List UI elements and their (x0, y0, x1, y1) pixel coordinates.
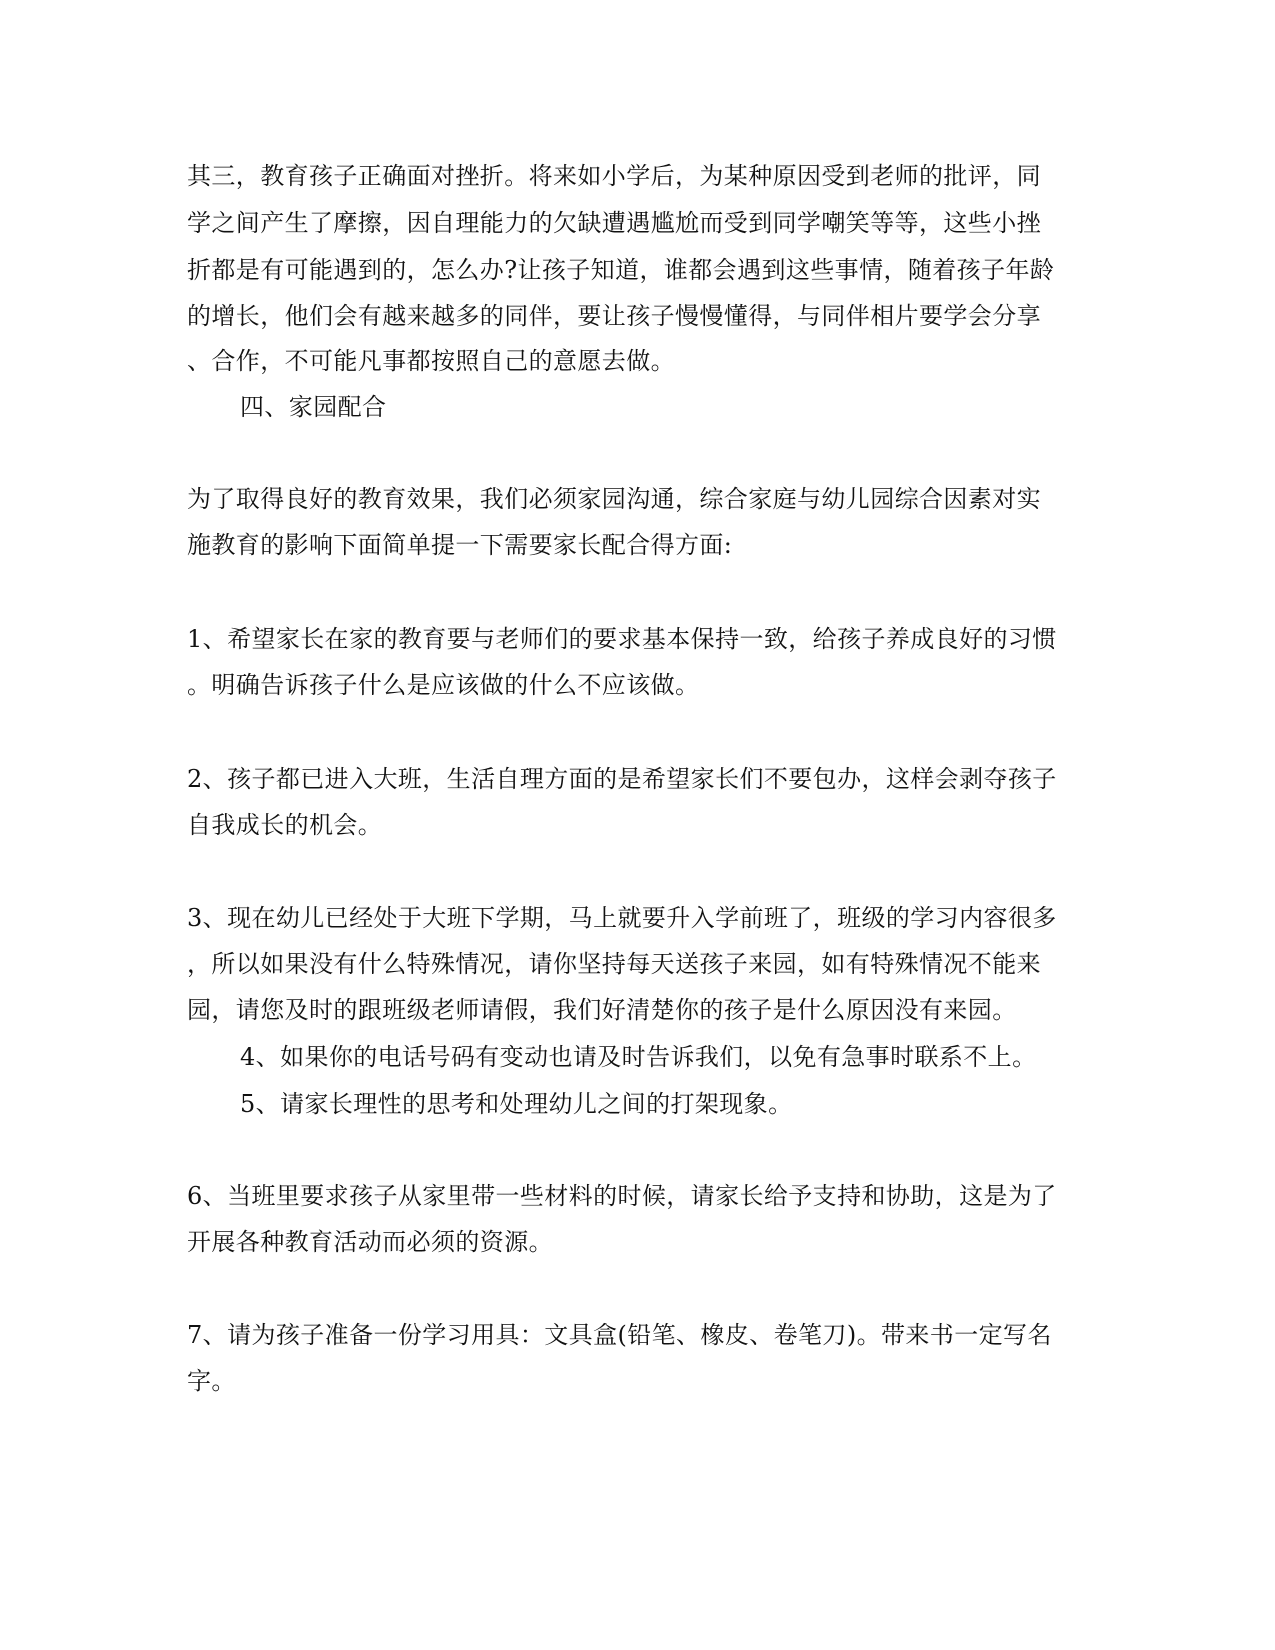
list-item-line: 园，请您及时的跟班级老师请假，我们好清楚你的孩子是什么原因没有来园。 (187, 996, 1017, 1024)
list-item-line: 6、当班里要求孩子从家里带一些材料的时候，请家长给予支持和协助，这是为了 (187, 1182, 1057, 1210)
paragraph-line: 施教育的影响下面简单提一下需要家长配合得方面: (187, 531, 733, 559)
list-item-line: 5、请家长理性的思考和处理幼儿之间的打架现象。 (240, 1090, 793, 1118)
list-item-line: 2、孩子都已进入大班，生活自理方面的是希望家长们不要包办，这样会剥夺孩子 (187, 765, 1057, 793)
paragraph-line: 为了取得良好的教育效果，我们必须家园沟通，综合家庭与幼儿园综合因素对实 (187, 485, 1041, 513)
paragraph-line: 其三，教育孩子正确面对挫折。将来如小学后，为某种原因受到老师的批评，同 (187, 162, 1041, 190)
list-item-line: 。明确告诉孩子什么是应该做的什么不应该做。 (187, 671, 700, 699)
paragraph-line: 折都是有可能遇到的，怎么办?让孩子知道，谁都会遇到这些事情，随着孩子年龄 (187, 256, 1055, 284)
list-item-line: ，所以如果没有什么特殊情况，请你坚持每天送孩子来园，如有特殊情况不能来 (187, 950, 1041, 978)
list-item-line: 3、现在幼儿已经处于大班下学期，马上就要升入学前班了，班级的学习内容很多 (187, 904, 1057, 932)
list-item-line: 开展各种教育活动而必须的资源。 (187, 1228, 553, 1256)
list-item-line: 7、请为孩子准备一份学习用具：文具盒(铅笔、橡皮、卷笔刀)。带来书一定写名 (187, 1321, 1052, 1349)
list-item-line: 4、如果你的电话号码有变动也请及时告诉我们，以免有急事时联系不上。 (240, 1043, 1037, 1071)
section-heading: 四、家园配合 (240, 393, 387, 421)
paragraph-line: 的增长，他们会有越来越多的同伴，要让孩子慢慢懂得，与同伴相片要学会分享 (187, 302, 1041, 330)
list-item-line: 1、希望家长在家的教育要与老师们的要求基本保持一致，给孩子养成良好的习惯 (187, 625, 1057, 653)
list-item-line: 字。 (187, 1367, 236, 1395)
paragraph-line: 、合作，不可能凡事都按照自己的意愿去做。 (187, 347, 675, 375)
list-item-line: 自我成长的机会。 (187, 811, 383, 839)
paragraph-line: 学之间产生了摩擦，因自理能力的欠缺遭遇尴尬而受到同学嘲笑等等，这些小挫 (187, 209, 1041, 237)
